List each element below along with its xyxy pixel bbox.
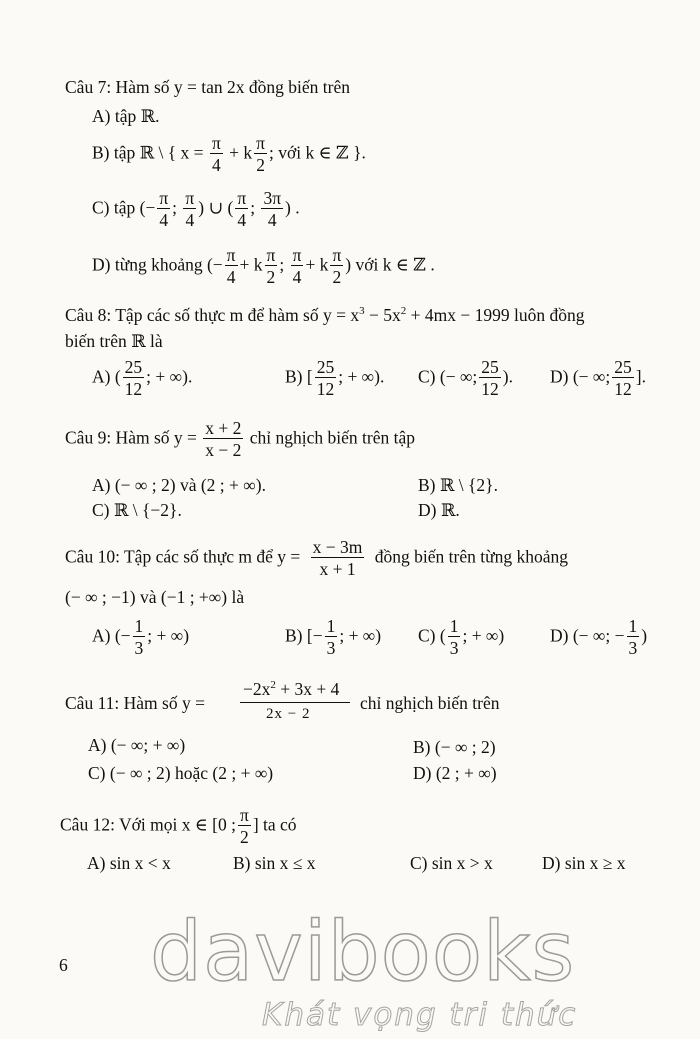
q10-option-d: D) (− ∞; − $\frac{1}{3}$ ) (550, 616, 648, 659)
q11-fraction-numerator: $-2x^2 + 3x + 4$ (243, 679, 340, 699)
q7-option-d: D) từng khoảng (− $\frac{\pi}{4}$ + k $\frac{\pi}{2}$ ; $\frac{\pi}{4}$ + k $\frac{\pi}{2}$ ) với k ∈ ℤ . (92, 245, 435, 288)
q12-option-a: A) sin x < x (87, 853, 171, 873)
q10-option-a: A) (− $\frac{1}{3}$ ; + ∞) (92, 616, 190, 659)
q7-stem: Câu 7: Hàm số y = tan 2x đồng biến trên (65, 77, 350, 97)
q11-option-a: A) (− ∞; + ∞) (88, 735, 186, 755)
q11-stem-suffix: chỉ nghịch biến trên (360, 693, 500, 713)
q7-option-c: C) tập (− $\frac{\pi}{4}$ ; $\frac{\pi}{4}$ ) ∪ ( $\frac{\pi}{4}$ ; $\frac{3\pi}{4}$ ) . (92, 188, 300, 231)
q9-option-d: D) ℝ. (418, 500, 460, 520)
q9-option-a: A) (− ∞ ; 2) và (2 ; + ∞). (92, 475, 266, 495)
q8-stem-line1: Câu 8: Tập các số thực m để hàm số $y = x^3 - 5x^2 + 4mx - 1999$ luôn đồng (65, 305, 585, 325)
q10-option-c: C) ( $\frac{1}{3}$ ; + ∞) (418, 616, 505, 659)
q12-option-b: B) sin x ≤ x (233, 853, 316, 873)
q8-option-b: B) [ $\frac{25}{12}$ ; + ∞). (285, 357, 385, 400)
q9-stem: Câu 9: Hàm số y = $\frac{x + 2}{x - 2}$ chỉ nghịch biến trên tập (65, 418, 415, 461)
q11-option-d: D) (2 ; + ∞) (413, 763, 497, 783)
q12-stem: Câu 12: Với mọi x ∈ [0 ; $\frac{\pi}{2}$ ] ta có (60, 805, 297, 848)
q8-option-a: A) ( $\frac{25}{12}$ ; + ∞). (92, 357, 193, 400)
q8-stem-line2: biến trên ℝ là (65, 331, 163, 351)
q8-option-d: D) (− ∞; $\frac{25}{12}$ ]. (550, 357, 646, 400)
q11-fraction-bar (240, 702, 350, 703)
watermark-brand: davibooks (150, 905, 576, 1000)
q11-option-c: C) (− ∞ ; 2) hoặc (2 ; + ∞) (88, 763, 274, 783)
q8-option-c: C) (− ∞; $\frac{25}{12}$ ). (418, 357, 513, 400)
watermark-slogan: Khát vọng tri thức (262, 997, 578, 1033)
q10-stem-line1: Câu 10: Tập các số thực m để y = $\frac{x - 3m}{x + 1}$ đồng biến trên từng khoảng (65, 537, 568, 580)
page-number: 6 (59, 955, 68, 975)
q11-option-b: B) (− ∞ ; 2) (413, 737, 496, 757)
q12-option-d: D) sin x ≥ x (542, 853, 626, 873)
q7-option-b: B) tập ℝ \ { x = $\frac{\pi}{4}$ + k $\frac{\pi}{2}$ ; với k ∈ ℤ }. (92, 133, 366, 176)
q7-option-a: A) tập ℝ. (92, 106, 160, 126)
q11-stem: Câu 11: Hàm số y = (65, 693, 205, 713)
q11-fraction-denominator: 2x − 2 (266, 706, 311, 722)
q9-option-b: B) ℝ \ {2}. (418, 475, 498, 495)
q10-option-b: B) [− $\frac{1}{3}$ ; + ∞) (285, 616, 382, 659)
q10-stem-line2: (− ∞ ; −1) và (−1 ; +∞) là (65, 587, 245, 607)
q12-option-c: C) sin x > x (410, 853, 493, 873)
q9-option-c: C) ℝ \ {−2}. (92, 500, 182, 520)
